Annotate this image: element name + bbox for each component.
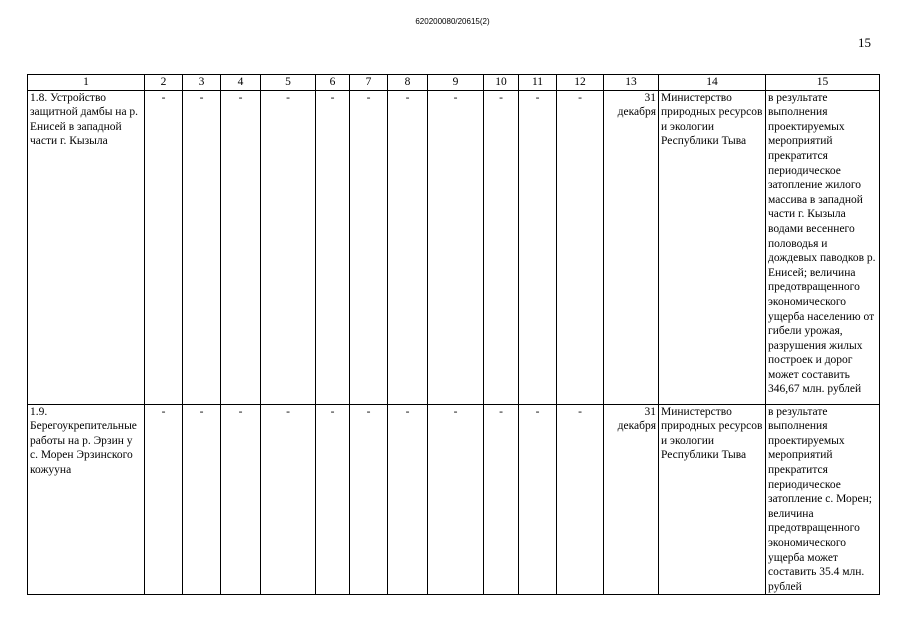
result-cell: в результате выполнения проектируемых мероприятий прекратится периодическое затопление жилого массива в западной части г. Кызыла водами весеннего половодья и дождевых паводков р. Енисей; величина предотвращенного экономического ущерба населению от гибели урожая, разрушения жилых построек и дорог может составить 346,67 млн. рублей xyxy=(766,90,880,404)
measure-name: 1.8. Устройство защитной дамбы на р. Енисей в западной части г. Кызыла xyxy=(28,90,145,404)
page-number: 15 xyxy=(858,35,871,50)
dash-cell: - xyxy=(183,90,221,404)
header-cell-8: 8 xyxy=(388,75,428,91)
header-cell-5: 5 xyxy=(261,75,316,91)
header-cell-12: 12 xyxy=(557,75,604,91)
header-cell-14: 14 xyxy=(659,75,766,91)
header-row xyxy=(28,75,880,91)
header-cell-4: 4 xyxy=(221,75,261,91)
dash-cell: - xyxy=(484,90,519,404)
deadline-cell: 31 декабря xyxy=(604,90,659,404)
dash-cell: - xyxy=(557,404,604,595)
dash-cell: - xyxy=(350,404,388,595)
header-cell-15: 15 xyxy=(766,75,880,91)
executor-cell: Министерство природных ресурсов и экологии Республики Тыва xyxy=(659,404,766,595)
header-cell-13: 13 xyxy=(604,75,659,91)
dash-cell: - xyxy=(484,404,519,595)
dash-cell: - xyxy=(221,404,261,595)
dash-cell: - xyxy=(519,90,557,404)
dash-cell: - xyxy=(145,90,183,404)
header-cell-3: 3 xyxy=(183,75,221,91)
result-cell: в результате выполнения проектируемых мероприятий прекратится периодическое затопление с. Морен; величина предотвращенного экономического ущерба может составить 35.4 млн. рублей xyxy=(766,404,880,595)
dash-cell: - xyxy=(261,404,316,595)
header-cell-6: 6 xyxy=(316,75,350,91)
dash-cell: - xyxy=(261,90,316,404)
dash-cell: - xyxy=(183,404,221,595)
header-cell-10: 10 xyxy=(484,75,519,91)
dash-cell: - xyxy=(388,404,428,595)
measures-table xyxy=(27,74,880,595)
dash-cell: - xyxy=(350,90,388,404)
table-row xyxy=(28,404,880,595)
header-cell-7: 7 xyxy=(350,75,388,91)
dash-cell: - xyxy=(428,90,484,404)
dash-cell: - xyxy=(388,90,428,404)
dash-cell: - xyxy=(316,90,350,404)
document-code: 620200080/20615(2) xyxy=(415,17,490,26)
header-cell-2: 2 xyxy=(145,75,183,91)
dash-cell: - xyxy=(428,404,484,595)
header-cell-9: 9 xyxy=(428,75,484,91)
measure-name: 1.9. Берегоукрепительные работы на р. Эрзин у с. Морен Эрзинского кожууна xyxy=(28,404,145,595)
header-cell-11: 11 xyxy=(519,75,557,91)
dash-cell: - xyxy=(519,404,557,595)
dash-cell: - xyxy=(221,90,261,404)
header-cell-1: 1 xyxy=(28,75,145,91)
dash-cell: - xyxy=(145,404,183,595)
deadline-cell: 31 декабря xyxy=(604,404,659,595)
executor-cell: Министерство природных ресурсов и экологии Республики Тыва xyxy=(659,90,766,404)
table-row xyxy=(28,90,880,404)
dash-cell: - xyxy=(557,90,604,404)
dash-cell: - xyxy=(316,404,350,595)
